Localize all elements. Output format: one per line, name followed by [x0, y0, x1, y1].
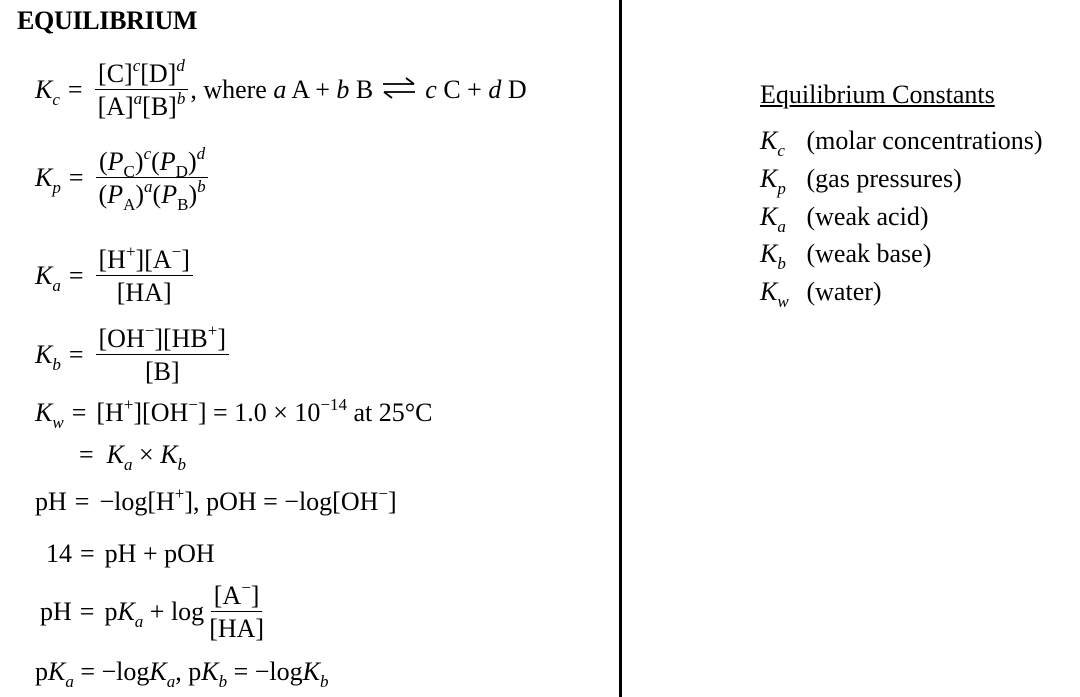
constant-kp: $K_p$ (gas pressures) [760, 164, 962, 198]
log-label: log [114, 487, 148, 516]
constant-kb: $K_b$ (weak base) [760, 239, 932, 273]
constant-ka-desc: (weak acid) [806, 202, 929, 231]
equilibrium-arrows-icon [381, 77, 417, 104]
kb-fraction: $\frac{[OH^-][HB^+]}{[B]}$ [96, 325, 230, 386]
kw-temperature: at 25°C [353, 398, 433, 427]
ka-fraction: $\frac{[H^+][A^-]}{[HA]}$ [96, 246, 193, 307]
kw-value: = 1.0 × 10 [213, 398, 321, 427]
kb-equation: $K_b$ = $\frac{[OH^-][HB^+]}{[B]}$ [35, 325, 231, 386]
constant-kc: $K_c$ (molar concentrations) [760, 126, 1043, 160]
henderson-hasselbalch-equation: pH = $pK_a + \log$ $\frac{[A^-]}{[HA]}$ [40, 582, 269, 643]
constant-kp-desc: (gas pressures) [806, 164, 962, 193]
poh-label: pOH [206, 487, 257, 516]
pka-pkb-equation: $pK_a = -\log K_a$, $pK_b = -\log K_b$ [35, 657, 329, 691]
ph-label: pH [35, 487, 67, 516]
kw-product-equation: = $K_a \times K_b$ [79, 440, 187, 474]
constant-kw-desc: (water) [806, 277, 882, 306]
constant-kb-desc: (weak base) [806, 239, 932, 268]
kc-fraction: $\frac{[C]^c[D]^d}{[A]^a[B]^b}$ [95, 60, 189, 121]
kp-equation: $K_p$ = $\frac{(P_C)^c(P_D)^d}{(P_A)^a(P_B)^b}$ [35, 148, 211, 209]
hh-fraction: $\frac{[A^-]}{[HA]}$ [209, 578, 265, 644]
constant-ka: $K_a$ (weak acid) [760, 202, 929, 236]
ph-sum-right: pH + pOH [104, 539, 215, 568]
constants-heading: Equilibrium Constants [760, 80, 995, 109]
ph-sum-left: 14 [46, 539, 72, 568]
kp-fraction: $\frac{(P_C)^c(P_D)^d}{(P_A)^a(P_B)^b}$ [96, 148, 209, 209]
ka-equation: $K_a$ = $\frac{[H^+][A^-]}{[HA]}$ [35, 246, 195, 307]
ph-sum-equation: 14 = pH + pOH [46, 539, 215, 568]
section-title: EQUILIBRIUM [17, 6, 198, 35]
kw-exponent: −14 [320, 395, 347, 414]
kc-where-text: , where [190, 75, 267, 105]
column-divider [619, 0, 622, 697]
constant-kw: $K_w$ (water) [760, 277, 882, 311]
kc-equation: $K_c$ = $\frac{[C]^c[D]^d}{[A]^a[B]^b}$ , where a A + b B c C + d D [35, 56, 527, 122]
constant-kc-desc: (molar concentrations) [806, 126, 1043, 155]
ph-poh-equation: pH = −log[H+], pOH = −log[OH−] [35, 484, 397, 516]
kw-equation: $K_w = [H^+][OH^-] = 1.0 \times 10^{-14}$ at 25°C [35, 395, 433, 432]
